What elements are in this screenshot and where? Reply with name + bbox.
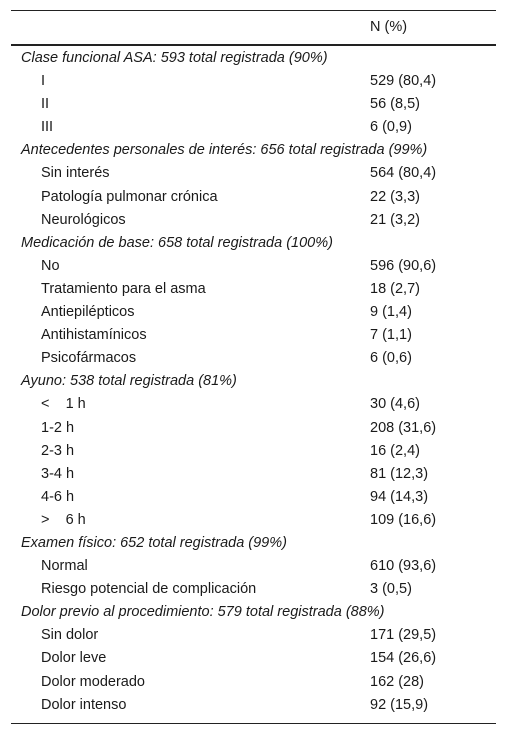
row-label: I — [41, 73, 46, 90]
table-row — [11, 162, 496, 185]
table-row — [11, 463, 496, 486]
table-row — [11, 417, 496, 440]
table-row — [11, 186, 496, 209]
row-value: 18 (2,7) — [370, 280, 420, 297]
table-row — [11, 278, 496, 301]
row-value: 16 (2,4) — [370, 442, 420, 459]
row-label: No — [41, 257, 60, 274]
row-value: 94 (14,3) — [370, 488, 429, 505]
row-label: Tratamiento para el asma — [41, 280, 206, 297]
row-value: 21 (3,2) — [370, 211, 420, 228]
section-title: Clase funcional ASA: 593 total registrada (90%) — [21, 50, 328, 66]
row-value: 596 (90,6) — [370, 257, 437, 274]
table-row — [11, 624, 496, 647]
table-row — [11, 486, 496, 509]
table-row — [11, 301, 496, 324]
section-header — [11, 532, 496, 555]
row-label: Dolor intenso — [41, 696, 127, 713]
section-header — [11, 370, 496, 393]
table-header-row — [11, 11, 496, 44]
row-value: 9 (1,4) — [370, 304, 412, 321]
table-row — [11, 70, 496, 93]
table-row — [11, 324, 496, 347]
table-bottom-rule — [11, 723, 496, 724]
row-value: 564 (80,4) — [370, 165, 437, 182]
table-row — [11, 578, 496, 601]
section-header — [11, 232, 496, 255]
row-label: 2-3 h — [41, 442, 75, 459]
table-row — [11, 209, 496, 232]
header-col-n-percent: N (%) — [370, 19, 408, 35]
row-label: 4-6 h — [41, 488, 75, 505]
section-title: Dolor previo al procedimiento: 579 total registrada (88%) — [21, 604, 385, 621]
section-header — [11, 47, 496, 70]
row-label: Psicofármacos — [41, 350, 137, 367]
row-value: 56 (8,5) — [370, 96, 420, 113]
table-row — [11, 509, 496, 532]
row-value: 171 (29,5) — [370, 627, 437, 644]
table-row — [11, 116, 496, 139]
row-label: Patología pulmonar crónica — [41, 188, 218, 205]
row-label: > 6 h — [41, 511, 86, 528]
row-label: < 1 h — [41, 396, 86, 413]
row-label: Normal — [41, 558, 88, 575]
table-row — [11, 393, 496, 416]
section-title: Medicación de base: 658 total registrada (100%) — [21, 234, 333, 251]
row-value: 3 (0,5) — [370, 581, 412, 598]
table-row — [11, 255, 496, 278]
row-value: 208 (31,6) — [370, 419, 437, 436]
table-row — [11, 93, 496, 116]
row-value: 81 (12,3) — [370, 465, 429, 482]
row-label: Sin dolor — [41, 627, 99, 644]
row-value: 529 (80,4) — [370, 73, 437, 90]
row-label: Sin interés — [41, 165, 110, 182]
row-label: Neurológicos — [41, 211, 126, 228]
row-label: Dolor moderado — [41, 673, 145, 690]
row-value: 30 (4,6) — [370, 396, 420, 413]
row-label: Dolor leve — [41, 650, 107, 667]
table-row — [11, 347, 496, 370]
row-label: II — [41, 96, 50, 113]
row-label: III — [41, 119, 54, 136]
table-row — [11, 440, 496, 463]
row-value: 6 (0,9) — [370, 119, 412, 136]
section-title: Examen físico: 652 total registrada (99%) — [21, 534, 287, 551]
section-header — [11, 601, 496, 624]
row-value: 162 (28) — [370, 673, 425, 690]
row-label: 1-2 h — [41, 419, 75, 436]
row-label: Antiepilépticos — [41, 304, 135, 321]
table-row — [11, 555, 496, 578]
row-value: 22 (3,3) — [370, 188, 420, 205]
table-row — [11, 647, 496, 670]
data-table — [11, 10, 496, 724]
row-value: 92 (15,9) — [370, 696, 429, 713]
section-header — [11, 139, 496, 162]
row-value: 109 (16,6) — [370, 511, 437, 528]
table-body — [11, 46, 496, 717]
row-value: 6 (0,6) — [370, 350, 412, 367]
table-row — [11, 671, 496, 694]
section-title: Ayuno: 538 total registrada (81%) — [21, 373, 237, 390]
section-title: Antecedentes personales de interés: 656 total registrada (99%) — [21, 142, 428, 159]
row-value: 154 (26,6) — [370, 650, 437, 667]
row-label: Antihistamínicos — [41, 327, 147, 344]
row-value: 7 (1,1) — [370, 327, 412, 344]
table-row — [11, 694, 496, 717]
row-label: Riesgo potencial de complicación — [41, 581, 257, 598]
row-label: 3-4 h — [41, 465, 75, 482]
row-value: 610 (93,6) — [370, 558, 437, 575]
